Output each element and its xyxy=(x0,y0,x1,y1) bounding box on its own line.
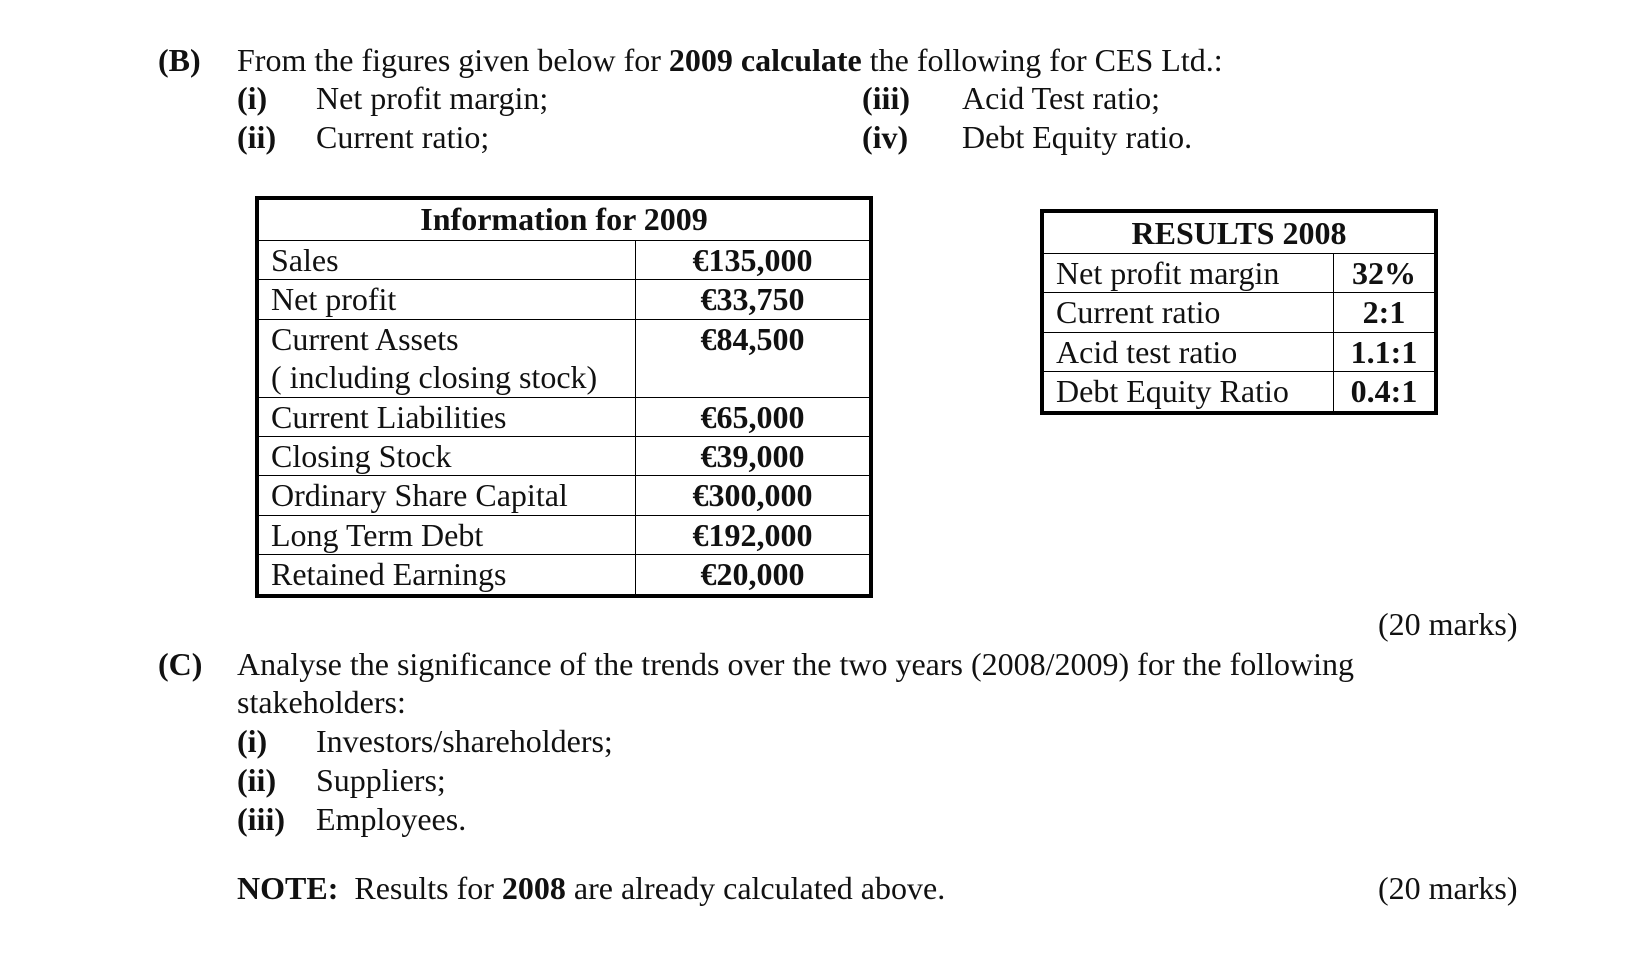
item-num: (i) xyxy=(237,80,268,116)
row-value: 0.4:1 xyxy=(1334,372,1437,413)
row-value: €192,000 xyxy=(636,515,872,554)
item-num: (i) xyxy=(237,723,268,759)
row-label: Long Term Debt xyxy=(257,515,636,554)
note-year: 2008 xyxy=(501,870,566,906)
row-value: €84,500 xyxy=(636,319,872,397)
item-text: Debt Equity ratio. xyxy=(962,119,1193,155)
info-table-title: Information for 2009 xyxy=(257,198,871,241)
row-value: €65,000 xyxy=(636,397,872,436)
table-row xyxy=(257,476,871,515)
item-num: (iii) xyxy=(237,801,285,837)
table-row xyxy=(257,241,871,280)
results-2008-table xyxy=(1040,209,1438,415)
row-value: 2:1 xyxy=(1334,293,1437,332)
item-num: (iii) xyxy=(862,80,910,116)
item-num: (ii) xyxy=(237,119,277,155)
table-row xyxy=(257,280,871,319)
section-c-line2: stakeholders: xyxy=(237,684,406,720)
row-label: Ordinary Share Capital xyxy=(257,476,636,515)
row-label-line2: ( including closing stock) xyxy=(271,359,598,396)
table-row xyxy=(1042,372,1436,413)
item-text: Investors/shareholders; xyxy=(316,723,613,759)
row-label: Net profit margin xyxy=(1042,254,1334,293)
row-label-line1: Current Assets xyxy=(271,320,459,357)
row-label: Acid test ratio xyxy=(1042,332,1334,371)
row-value: €20,000 xyxy=(636,555,872,596)
intro-prefix: From the figures given below for xyxy=(237,42,669,78)
row-label xyxy=(257,319,636,397)
marks-b: (20 marks) xyxy=(1378,606,1518,642)
row-label: Sales xyxy=(257,241,636,280)
section-c-label: (C) xyxy=(158,646,203,682)
table-row xyxy=(257,397,871,436)
item-text: Employees. xyxy=(316,801,467,837)
table-row xyxy=(257,319,871,397)
row-value: €135,000 xyxy=(636,241,872,280)
row-label: Net profit xyxy=(257,280,636,319)
table-row xyxy=(1042,293,1436,332)
item-num: (ii) xyxy=(237,762,277,798)
table-row xyxy=(1042,254,1436,293)
note-line xyxy=(237,872,945,904)
intro-suffix: the following for CES Ltd.: xyxy=(861,42,1223,78)
row-value: €300,000 xyxy=(636,476,872,515)
section-c-line1: Analyse the significance of the trends over the two years (2008/2009) for the following xyxy=(237,646,1355,682)
intro-bold: 2009 calculate xyxy=(668,42,862,78)
item-text: Suppliers; xyxy=(316,762,446,798)
marks-c: (20 marks) xyxy=(1378,870,1518,906)
row-value: 32% xyxy=(1334,254,1437,293)
item-text: Net profit margin; xyxy=(316,80,549,116)
row-value: 1.1:1 xyxy=(1334,332,1437,371)
row-label: Current Liabilities xyxy=(257,397,636,436)
row-label: Closing Stock xyxy=(257,436,636,475)
table-row xyxy=(257,515,871,554)
note-label: NOTE: xyxy=(237,870,339,906)
item-num: (iv) xyxy=(862,119,909,155)
row-value: €33,750 xyxy=(636,280,872,319)
item-text: Current ratio; xyxy=(316,119,490,155)
row-label: Debt Equity Ratio xyxy=(1042,372,1334,413)
section-b-label: (B) xyxy=(158,42,201,78)
row-label: Current ratio xyxy=(1042,293,1334,332)
table-row xyxy=(1042,332,1436,371)
table-row xyxy=(257,436,871,475)
results-table-title: RESULTS 2008 xyxy=(1042,211,1436,254)
item-text: Acid Test ratio; xyxy=(962,80,1161,116)
table-row xyxy=(257,555,871,596)
information-2009-table xyxy=(255,196,873,598)
row-label: Retained Earnings xyxy=(257,555,636,596)
note-suffix: are already calculated above. xyxy=(565,870,946,906)
row-value: €39,000 xyxy=(636,436,872,475)
section-b-intro xyxy=(237,44,1223,76)
note-prefix: Results for xyxy=(354,870,502,906)
